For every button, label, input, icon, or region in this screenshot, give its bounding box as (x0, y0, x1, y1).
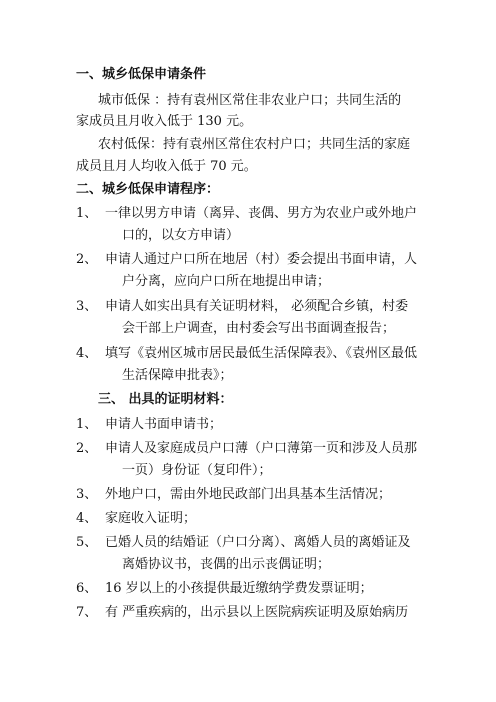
list-item-text-cont: 户分离，应向户口所在地提出申请； (122, 274, 331, 289)
list-item-text-cont: 口的，以女方申请） (122, 228, 240, 243)
list-item-number: 4、 (76, 511, 98, 526)
list-item-text: 一律以男方申请（离异、丧偶、男方为农业户或外地户 (105, 206, 418, 221)
list-item-number: 2、 (76, 441, 98, 456)
list-item-text-cont: 一页）身份证（复印件）； (122, 463, 272, 478)
list-item-number: 5、 (76, 535, 98, 550)
section-2-heading: 二、城乡低保申请程序： (76, 182, 220, 197)
list-item-number: 7、 (76, 605, 98, 620)
list-item-text: 16 岁以上的小孩提供最近缴纳学费发票证明； (105, 581, 373, 596)
list-item-number: 1、 (76, 417, 98, 432)
list-item-text-cont: 离婚协议书，丧偶的出示丧偶证明； (122, 557, 331, 572)
section-1-heading: 一、城乡低保申请条件 (76, 67, 207, 82)
list-item-text: 填写《袁州区城市居民最低生活保障表》、《袁州区最低 (105, 346, 418, 361)
list-item-text: 已婚人员的结婚证（户口分离）、离婚人员的离婚证及 (105, 535, 411, 550)
list-item-text: 申请人及家庭成员户口薄（户口薄第一页和涉及人员那 (105, 441, 418, 456)
list-item-number: 6、 (76, 581, 98, 596)
list-item-text: 外地户口，需由外地民政部门出具基本生活情况； (105, 487, 392, 502)
list-item-text: 申请人书面申请书； (105, 417, 223, 432)
list-item-number: 3、 (76, 299, 98, 314)
section-3-heading: 三、 出具的证明材料： (98, 392, 233, 407)
list-item-number: 4、 (76, 346, 98, 361)
paragraph-rural-line-1: 农村低保：持有袁州区常住农村户口；共同生活的家庭 (98, 137, 411, 152)
list-item-number: 2、 (76, 252, 98, 267)
list-item-text-cont: 会干部上户调查，由村委会写出书面调查报告； (122, 321, 396, 336)
list-item-text-cont: 生活保障申批表》； (122, 368, 233, 383)
list-item-text: 有 严重疾病的，出示县以上医院病疾证明及原始病历 (105, 605, 409, 620)
list-item-text: 家庭收入证明； (105, 511, 197, 526)
list-item-text: 申请人通过户口所在地居（村）委会提出书面申请，人 (105, 252, 418, 267)
paragraph-rural-line-2: 成员且月人均收入低于 70 元。 (76, 159, 257, 174)
list-item-number: 1、 (76, 206, 98, 221)
paragraph-urban-line-1: 城市低保 ：持有袁州区常住非农业户口；共同生活的 (98, 93, 402, 108)
paragraph-urban-line-2: 家成员且月收入低于 130 元。 (76, 114, 253, 129)
list-item-text: 申请人如实出具有关证明材料， 必须配合乡镇，村委 (105, 299, 409, 314)
list-item-number: 3、 (76, 487, 98, 502)
